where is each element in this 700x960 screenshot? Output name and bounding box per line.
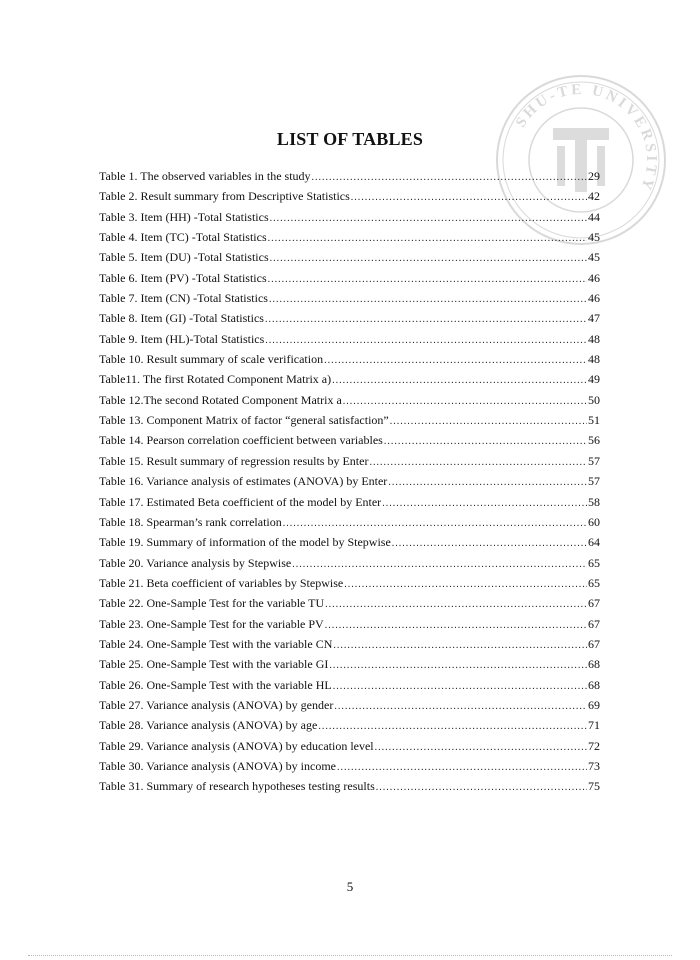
toc-entry-page: 69 — [588, 697, 600, 712]
toc-entry-page: 46 — [588, 291, 600, 306]
toc-entry[interactable] — [99, 329, 600, 349]
toc-entry-page: 29 — [588, 169, 600, 183]
toc-entry[interactable] — [99, 634, 600, 654]
toc-entry-label: Table 10. Result summary of scale verification — [99, 352, 324, 367]
toc-entry-page: 44 — [588, 209, 600, 224]
toc-entry-label: Table 16. Variance analysis of estimates (ANOVA) by Enter — [99, 474, 388, 489]
toc-dot-leader — [375, 738, 587, 758]
toc-entry-page: 68 — [588, 657, 600, 672]
toc-entry-page: 71 — [588, 718, 600, 733]
toc-entry[interactable] — [99, 451, 600, 471]
list-of-tables — [99, 166, 600, 797]
toc-entry[interactable] — [99, 573, 600, 593]
toc-dot-leader — [332, 371, 587, 391]
toc-entry-label: Table 1. The observed variables in the study — [99, 169, 311, 183]
toc-entry[interactable] — [99, 247, 600, 267]
toc-entry-label: Table 7. Item (CN) -Total Statistics — [99, 291, 268, 306]
toc-dot-leader — [265, 310, 587, 330]
toc-entry[interactable] — [99, 288, 600, 308]
toc-entry-label: Table 31. Summary of research hypotheses testing results — [99, 779, 375, 794]
toc-entry-label: Table 14. Pearson correlation coefficient between variables — [99, 433, 383, 448]
page-number: 5 — [346, 879, 354, 894]
toc-entry[interactable] — [99, 512, 600, 532]
toc-dot-leader — [351, 188, 587, 208]
toc-entry-label: Table 27. Variance analysis (ANOVA) by gender — [99, 697, 334, 712]
toc-entry[interactable] — [99, 776, 600, 796]
toc-entry-page: 48 — [588, 352, 600, 367]
toc-dot-leader — [376, 778, 587, 798]
toc-entry-label: Table 20. Variance analysis by Stepwise — [99, 555, 292, 570]
toc-entry[interactable] — [99, 166, 600, 186]
toc-entry-label: Table 24. One-Sample Test with the variable CN — [99, 636, 333, 651]
toc-entry[interactable] — [99, 492, 600, 512]
toc-entry-page: 67 — [588, 636, 600, 651]
toc-dot-leader — [268, 229, 587, 249]
toc-dot-leader — [265, 331, 587, 351]
toc-entry-page: 57 — [588, 474, 600, 489]
toc-dot-leader — [318, 717, 587, 737]
toc-dot-leader — [324, 351, 587, 371]
toc-entry-page: 65 — [588, 555, 600, 570]
toc-dot-leader — [325, 616, 587, 636]
toc-entry-label: Table11. The first Rotated Component Matrix a) — [99, 372, 332, 387]
toc-entry[interactable] — [99, 390, 600, 410]
toc-entry-page: 73 — [588, 758, 600, 773]
toc-entry-page: 67 — [588, 596, 600, 611]
toc-dot-leader — [392, 534, 587, 554]
toc-entry[interactable] — [99, 654, 600, 674]
toc-entry-page: 48 — [588, 331, 600, 346]
toc-entry[interactable] — [99, 715, 600, 735]
toc-entry-label: Table 2. Result summary from Descriptive Statistics — [99, 189, 350, 204]
toc-entry[interactable] — [99, 369, 600, 389]
toc-entry-label: Table 28. Variance analysis (ANOVA) by age — [99, 718, 318, 733]
page-title: LIST OF TABLES — [276, 129, 424, 149]
toc-entry-page: 56 — [588, 433, 600, 448]
toc-entry-label: Table 4. Item (TC) -Total Statistics — [99, 230, 267, 245]
toc-dot-leader — [270, 249, 587, 269]
toc-entry-page: 65 — [588, 575, 600, 590]
toc-entry-page: 50 — [588, 392, 600, 407]
toc-dot-leader — [269, 290, 587, 310]
toc-dot-leader — [337, 758, 587, 778]
toc-entry-page: 45 — [588, 250, 600, 265]
toc-entry[interactable] — [99, 736, 600, 756]
toc-dot-leader — [329, 656, 587, 676]
toc-entry-label: Table 18. Spearman’s rank correlation — [99, 514, 282, 529]
toc-entry-page: 58 — [588, 494, 600, 509]
toc-entry-label: Table 12.The second Rotated Component Matrix a — [99, 392, 342, 407]
toc-entry-page: 60 — [588, 514, 600, 529]
toc-entry-label: Table 6. Item (PV) -Total Statistics — [99, 270, 267, 285]
toc-entry-page: 49 — [588, 372, 600, 387]
toc-dot-leader — [390, 412, 587, 432]
toc-entry[interactable] — [99, 756, 600, 776]
toc-dot-leader — [344, 575, 587, 595]
toc-entry-label: Table 9. Item (HL)-Total Statistics — [99, 331, 265, 346]
toc-entry[interactable] — [99, 553, 600, 573]
toc-entry-page: 42 — [588, 189, 600, 204]
toc-entry-label: Table 19. Summary of information of the model by Stepwise — [99, 535, 391, 550]
toc-dot-leader — [270, 209, 587, 229]
toc-entry[interactable] — [99, 675, 600, 695]
toc-dot-leader — [312, 168, 587, 188]
toc-entry-page: 72 — [588, 738, 600, 753]
toc-entry-page: 64 — [588, 535, 600, 550]
toc-entry[interactable] — [99, 695, 600, 715]
toc-entry[interactable] — [99, 207, 600, 227]
toc-dot-leader — [325, 595, 587, 615]
toc-entry[interactable] — [99, 593, 600, 613]
toc-entry-label: Table 29. Variance analysis (ANOVA) by education level — [99, 738, 374, 753]
toc-entry-label: Table 17. Estimated Beta coefficient of the model by Enter — [99, 494, 382, 509]
seal-text: SHU-TE UNIVERSITY — [512, 81, 660, 195]
toc-entry[interactable] — [99, 227, 600, 247]
toc-entry-label: Table 3. Item (HH) -Total Statistics — [99, 209, 269, 224]
toc-entry[interactable] — [99, 532, 600, 552]
toc-entry[interactable] — [99, 471, 600, 491]
toc-dot-leader — [283, 514, 587, 534]
toc-entry-label: Table 22. One-Sample Test for the variable TU — [99, 596, 325, 611]
toc-entry-label: Table 23. One-Sample Test for the variable PV — [99, 616, 324, 631]
toc-dot-leader — [333, 677, 587, 697]
toc-dot-leader — [369, 453, 587, 473]
toc-entry[interactable] — [99, 186, 600, 206]
toc-dot-leader — [343, 392, 587, 412]
toc-entry[interactable] — [99, 349, 600, 369]
toc-entry-label: Table 5. Item (DU) -Total Statistics — [99, 250, 269, 265]
toc-entry-page: 51 — [588, 413, 600, 428]
toc-entry-label: Table 30. Variance analysis (ANOVA) by income — [99, 758, 336, 773]
toc-entry-page: 45 — [588, 230, 600, 245]
toc-entry-page: 75 — [588, 779, 600, 794]
toc-entry[interactable] — [99, 614, 600, 634]
toc-entry-page: 46 — [588, 270, 600, 285]
toc-entry[interactable] — [99, 410, 600, 430]
toc-entry-page: 68 — [588, 677, 600, 692]
toc-entry-label: Table 8. Item (GI) -Total Statistics — [99, 311, 264, 326]
toc-dot-leader — [384, 432, 587, 452]
toc-entry[interactable] — [99, 430, 600, 450]
toc-dot-leader — [268, 270, 587, 290]
toc-entry-page: 47 — [588, 311, 600, 326]
toc-entry[interactable] — [99, 268, 600, 288]
toc-entry[interactable] — [99, 308, 600, 328]
toc-dot-leader — [334, 697, 587, 717]
toc-entry-label: Table 25. One-Sample Test with the variable GI — [99, 657, 329, 672]
toc-dot-leader — [388, 473, 587, 493]
toc-entry-label: Table 15. Result summary of regression results by Enter — [99, 453, 369, 468]
toc-dot-leader — [333, 636, 587, 656]
toc-dot-leader — [382, 494, 587, 514]
toc-entry-label: Table 26. One-Sample Test with the variable HL — [99, 677, 332, 692]
toc-dot-leader — [292, 555, 587, 575]
toc-entry-page: 67 — [588, 616, 600, 631]
toc-entry-label: Table 13. Component Matrix of factor “general satisfaction” — [99, 413, 389, 428]
page-bottom-divider — [28, 955, 672, 956]
toc-entry-page: 57 — [588, 453, 600, 468]
toc-entry-label: Table 21. Beta coefficient of variables by Stepwise — [99, 575, 344, 590]
